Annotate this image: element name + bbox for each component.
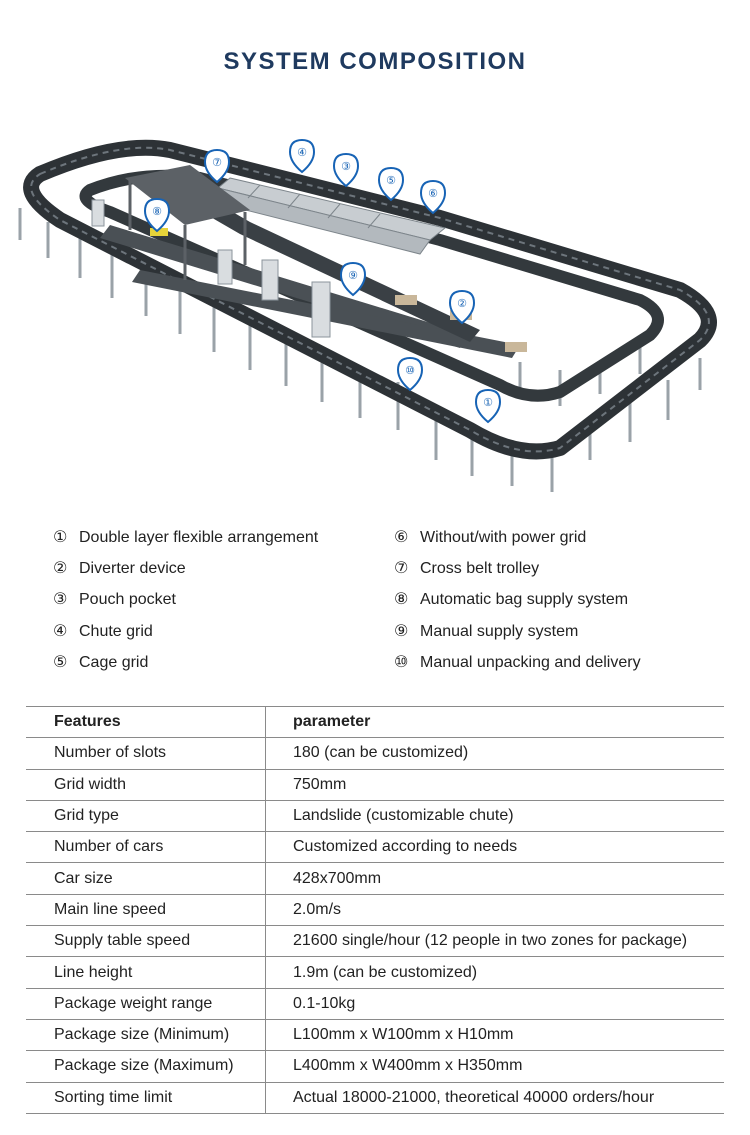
parameter-cell: 750mm: [266, 769, 725, 800]
table-row: [26, 769, 724, 800]
table-row: [26, 1082, 724, 1113]
header-features: Features: [26, 707, 266, 738]
legend-label: Pouch pocket: [79, 591, 176, 609]
legend-label: Automatic bag supply system: [420, 591, 629, 609]
legend-number: ②: [53, 560, 68, 578]
legend-label: Cross belt trolley: [420, 560, 540, 578]
legend-number: ⑨: [394, 622, 409, 640]
marker-6-label: ⑥: [428, 188, 438, 200]
legend-label: Without/with power grid: [420, 529, 587, 546]
parameter-cell: Landslide (customizable chute): [266, 800, 725, 831]
feature-cell: Package size (Minimum): [26, 1019, 266, 1050]
legend-label: Diverter device: [79, 560, 186, 578]
table-row: [26, 957, 724, 988]
marker-10: [398, 358, 422, 390]
marker-9-label: ⑨: [348, 270, 358, 282]
legend-label: Chute grid: [79, 622, 153, 640]
header-parameter: parameter: [266, 707, 725, 738]
parameter-cell: 1.9m (can be customized): [266, 957, 725, 988]
table-row: [26, 894, 724, 925]
legend-label: Double layer flexible arrangement: [79, 529, 319, 546]
system-diagram: [0, 130, 750, 500]
legend-number: ④: [53, 622, 68, 640]
marker-3-label: ③: [341, 161, 351, 173]
marker-8-label: ⑧: [152, 206, 162, 218]
legend-column-left: [53, 527, 318, 683]
marker-5: [379, 168, 403, 200]
legend-item: [394, 621, 641, 652]
parameter-cell: 0.1-10kg: [266, 988, 725, 1019]
legend-label: Manual unpacking and delivery: [420, 653, 641, 671]
legend-item: [394, 652, 641, 683]
marker-2-label: ②: [457, 298, 467, 310]
outer-conveyor-loop: [31, 148, 709, 452]
marker-5-label: ⑤: [386, 175, 396, 187]
legend-number: ①: [53, 529, 68, 546]
component-legend: [0, 527, 750, 692]
spec-table: [26, 706, 724, 1114]
parameter-cell: 428x700mm: [266, 863, 725, 894]
table-row: [26, 863, 724, 894]
legend-item: [53, 652, 318, 683]
legend-item: [53, 589, 318, 620]
table-row: [26, 800, 724, 831]
marker-1-label: ①: [483, 397, 493, 409]
feature-cell: Supply table speed: [26, 926, 266, 957]
feature-cell: Number of cars: [26, 832, 266, 863]
marker-3: [334, 154, 358, 186]
legend-label: Cage grid: [79, 653, 149, 671]
marker-7-label: ⑦: [212, 157, 222, 169]
parameter-cell: 180 (can be customized): [266, 738, 725, 769]
feature-cell: Line height: [26, 957, 266, 988]
feature-cell: Sorting time limit: [26, 1082, 266, 1113]
table-row: [26, 926, 724, 957]
feature-cell: Package size (Maximum): [26, 1051, 266, 1082]
legend-column-right: [394, 527, 641, 683]
marker-4-label: ④: [297, 147, 307, 159]
table-row: [26, 988, 724, 1019]
legend-number: ⑧: [394, 591, 409, 609]
feature-cell: Car size: [26, 863, 266, 894]
marker-4: [290, 140, 314, 172]
legend-item: [53, 621, 318, 652]
marker-1: [476, 390, 500, 422]
feature-cell: Grid width: [26, 769, 266, 800]
parameter-cell: Actual 18000-21000, theoretical 40000 orders/hour: [266, 1082, 725, 1113]
table-header-row: [26, 707, 724, 738]
page-title: SYSTEM COMPOSITION: [223, 48, 527, 75]
legend-item: [53, 527, 318, 558]
parameter-cell: L100mm x W100mm x H10mm: [266, 1019, 725, 1050]
parameter-cell: 21600 single/hour (12 people in two zones for package): [266, 926, 725, 957]
feature-cell: Grid type: [26, 800, 266, 831]
legend-item: [53, 558, 318, 589]
legend-item: [394, 589, 641, 620]
table-row: [26, 832, 724, 863]
parameter-cell: Customized according to needs: [266, 832, 725, 863]
parameter-cell: 2.0m/s: [266, 894, 725, 925]
table-row: [26, 1051, 724, 1082]
legend-label: Manual supply system: [420, 622, 579, 640]
legend-number: ⑦: [394, 560, 409, 578]
feature-cell: Number of slots: [26, 738, 266, 769]
parameter-cell: L400mm x W400mm x H350mm: [266, 1051, 725, 1082]
marker-10-label: ⑩: [405, 365, 415, 377]
legend-number: ⑥: [394, 529, 409, 546]
legend-number: ③: [53, 591, 68, 609]
legend-item: [394, 558, 641, 589]
table-row: [26, 738, 724, 769]
table-row: [26, 1019, 724, 1050]
feature-cell: Main line speed: [26, 894, 266, 925]
legend-number: ⑤: [53, 653, 68, 671]
feature-cell: Package weight range: [26, 988, 266, 1019]
legend-number: ⑩: [394, 653, 409, 671]
legend-item: [394, 527, 641, 558]
